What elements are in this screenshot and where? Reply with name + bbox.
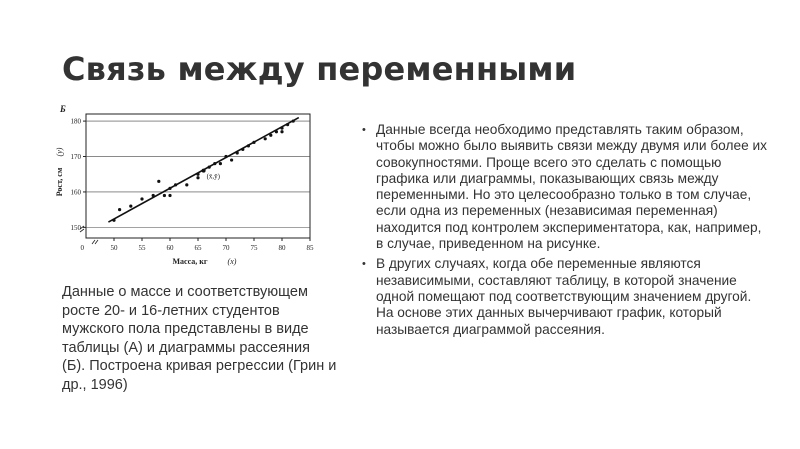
data-point [152,194,155,197]
mean-point-label: (x̄,ȳ) [206,172,221,181]
scatter-chart [52,100,322,270]
y-tick-label: 160 [70,188,81,197]
x-tick-label: 60 [166,244,174,252]
origin-label: 0 [80,244,84,252]
data-point [185,183,188,186]
figure-caption: Данные о массе и соответствующем росте 20- и 16-летних студентов мужского пола представлены в виде таблицы (А) и диаграммы рассеяния (Б). Построена кривая регрессии (Грин и др., 1996) [62,284,337,393]
data-point [129,205,132,208]
data-point [224,155,227,158]
bullet-marker: • [362,124,366,136]
x-tick-label: 65 [194,244,202,252]
axis-break-mark [92,240,98,244]
bullet-marker: • [362,258,366,271]
y-axis-variable: (y) [55,147,64,157]
data-point [264,137,267,140]
panel-label: Б [60,104,66,114]
data-point [213,162,216,165]
data-point [140,197,143,200]
slide-title: Связь между переменными [62,50,577,88]
data-point [174,183,177,186]
data-point [236,151,239,154]
x-tick-label: 70 [222,244,230,252]
data-point [269,134,272,137]
data-point [196,176,199,179]
scatter-figure [52,100,322,270]
data-point [157,180,160,183]
data-point [163,194,166,197]
data-point [241,148,244,151]
bullet-item [362,256,768,337]
data-point [208,166,211,169]
data-point [112,219,115,222]
data-point [219,162,222,165]
x-tick-label: 50 [110,244,118,252]
x-tick-label: 75 [250,244,258,252]
bullet-text: Данные всегда необходимо представлять таким образом, чтобы можно было выявить связи между двумя или более их совокупностями. Проще всего это сделать с помощью графика или диаграммы, показывающих связь между переменными. Но это целесообразно только в том случае, если одна из переменных (независимая переменная) находится под контролем экспериментатора, как, например, в случае, приведенном на рисунке. [376,122,767,252]
x-axis-variable: (x) [227,257,237,266]
data-point [168,187,171,190]
data-point [275,130,278,133]
data-point [196,173,199,176]
data-point [230,158,233,161]
mean-point [202,169,206,173]
bullet-text: В других случаях, когда обе переменные являются независимыми, составляют таблицу, в которой значение одной помещают под соответствующим значением другой. На основе этих данных вычерчивают график, который называется диаграммой рассеяния. [376,256,752,337]
data-point [168,194,171,197]
data-point [118,208,121,211]
bullet-item [362,122,768,252]
data-point [252,141,255,144]
bullet-list [362,122,768,342]
y-axis-label: Рост, см [55,167,64,197]
x-tick-label: 55 [138,244,146,252]
data-point [247,144,250,147]
data-point [280,130,283,133]
y-tick-label: 180 [70,117,81,126]
y-tick-label: 150 [70,223,81,232]
data-point [286,123,289,126]
x-tick-label: 85 [306,244,314,252]
data-point [292,119,295,122]
x-tick-label: 80 [278,244,286,252]
data-point [280,127,283,130]
x-axis-label: Масса, кг [172,257,208,266]
y-tick-label: 170 [70,153,81,162]
